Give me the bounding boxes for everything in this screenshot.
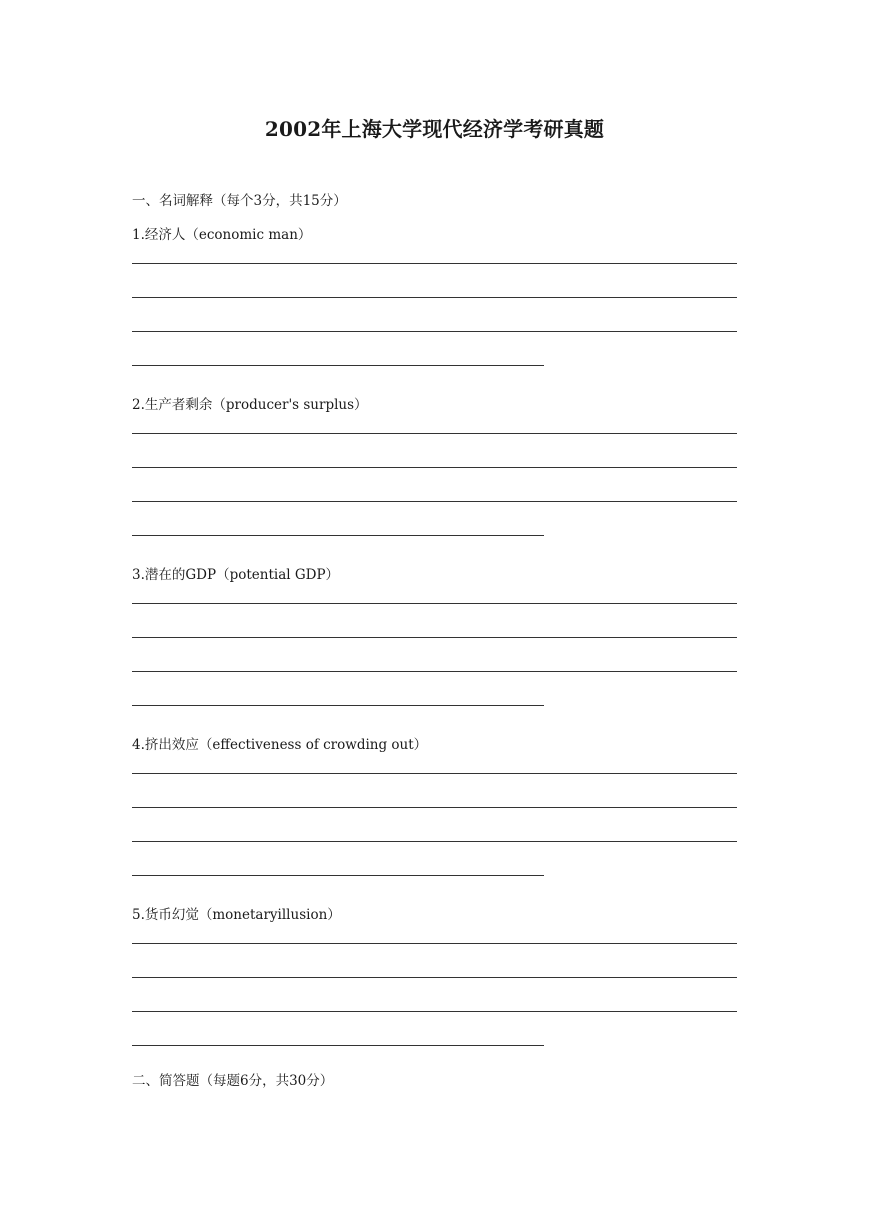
answer-line: [132, 758, 737, 792]
answer-line: [132, 622, 737, 656]
question-title: 4.挤出效应（effectiveness of crowding out）: [132, 737, 428, 753]
answer-line: [132, 248, 737, 282]
question-block-3: [132, 562, 737, 724]
answer-line: [132, 316, 737, 350]
answer-line: [132, 656, 737, 690]
answer-line: [132, 282, 737, 316]
answer-line: [132, 690, 737, 724]
answer-line: [132, 962, 737, 996]
section-heading-terms: 一、名词解释（每个3分，共15分）: [132, 193, 347, 209]
answer-line: [132, 520, 737, 554]
answer-line: [132, 792, 737, 826]
answer-line: [132, 826, 737, 860]
exam-content: [132, 188, 737, 1094]
answer-line: [132, 588, 737, 622]
question-block-1: [132, 222, 737, 384]
question-block-2: [132, 392, 737, 554]
question-block-5: [132, 902, 737, 1064]
answer-line: [132, 928, 737, 962]
question-title: 2.生产者剩余（producer's surplus）: [132, 397, 368, 413]
answer-line: [132, 350, 737, 384]
question-block-4: [132, 732, 737, 894]
question-title: 3.潜在的GDP（potential GDP）: [132, 567, 340, 583]
answer-line: [132, 1030, 737, 1064]
section-heading-short-answer: 二、简答题（每题6分，共30分）: [132, 1073, 334, 1089]
answer-line: [132, 486, 737, 520]
question-title: 5.货币幻觉（monetaryillusion）: [132, 907, 341, 923]
page-title: 2002年上海大学现代经济学考研真题: [264, 117, 605, 141]
answer-line: [132, 860, 737, 894]
answer-line: [132, 418, 737, 452]
answer-line: [132, 452, 737, 486]
answer-line: [132, 996, 737, 1030]
question-title: 1.经济人（economic man）: [132, 227, 312, 243]
